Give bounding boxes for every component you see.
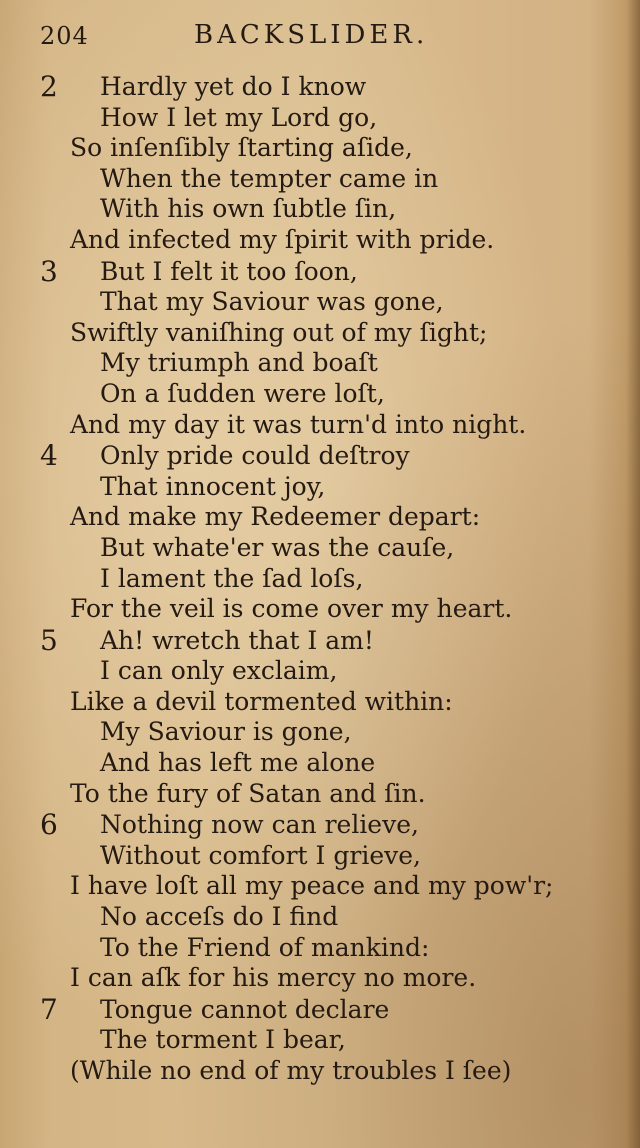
verse-line: My triumph and boaſt	[100, 348, 378, 378]
verse-line: For the veil is come over my heart.	[70, 594, 513, 624]
verse-line: To the fury of Satan and ſin.	[70, 778, 426, 808]
verse-line: I can aſk for his mercy no more.	[70, 963, 477, 993]
verse-line: On a ſudden were loſt,	[100, 378, 385, 408]
verse-line: But I felt it too ſoon,	[100, 256, 358, 286]
verse-line: The torment I bear,	[100, 1025, 346, 1055]
verse-line: But whate'er was the cauſe,	[100, 532, 455, 562]
verse-line: So inſenſibly ſtarting aſide,	[70, 133, 413, 163]
verse-line: Like a devil tormented within:	[70, 686, 453, 716]
verse-line: Without comfort I grieve,	[100, 840, 421, 870]
verse-line: Ah! wretch that I am!	[100, 625, 374, 655]
verse-line: To the Friend of mankind:	[100, 932, 430, 962]
verse-line: Swiftly vaniſhing out of my ſight;	[70, 317, 488, 347]
verse-line: I have loſt all my peace and my pow'r;	[70, 871, 554, 901]
verse-line: My Saviour is gone,	[100, 717, 352, 747]
verse-line: (While no end of my troubles I ſee)	[70, 1056, 512, 1085]
verse-line: Only pride could deſtroy	[100, 441, 410, 471]
verse-stanza	[0, 623, 640, 810]
verse-number: 7	[40, 992, 58, 1026]
running-head: BACKSLIDER.	[194, 20, 429, 50]
verse-line: That my Saviour was gone,	[100, 287, 444, 317]
verse-line: I can only exclaim,	[100, 656, 338, 686]
verse-number: 2	[40, 70, 58, 103]
verse-line: Nothing now can relieve,	[100, 810, 419, 840]
verse-line: How I let my Lord go,	[100, 102, 378, 132]
verse-line: And my day it was turn'd into night.	[70, 409, 527, 439]
verse-line: And has left me alone	[100, 748, 376, 778]
verse-stanza	[0, 992, 640, 1087]
verse-line: And make my Redeemer depart:	[70, 502, 481, 532]
verse-line: No acceſs do I find	[100, 902, 339, 932]
verse-stanza	[0, 254, 640, 441]
verse-number: 5	[40, 623, 58, 657]
verse-line: That innocent joy,	[100, 471, 326, 501]
verse-number: 6	[40, 808, 58, 842]
verse-line: Tongue cannot declare	[100, 994, 390, 1024]
verse-stanza	[0, 441, 640, 625]
verse-number: 3	[40, 254, 58, 288]
verse-stanza	[0, 810, 640, 994]
verse-stanza	[0, 72, 640, 256]
verse-number: 4	[40, 439, 58, 473]
verse-line: And infected my ſpirit with pride.	[70, 224, 495, 254]
hymn-verses	[0, 72, 640, 1088]
page-number: 204	[40, 22, 89, 50]
verse-line: Hardly yet do I know	[100, 72, 367, 101]
page-header	[0, 18, 640, 58]
verse-line: With his own ſubtle ſin,	[100, 194, 397, 224]
verse-line: When the tempter came in	[100, 163, 439, 193]
verse-line: I lament the ſad loſs,	[100, 563, 364, 593]
